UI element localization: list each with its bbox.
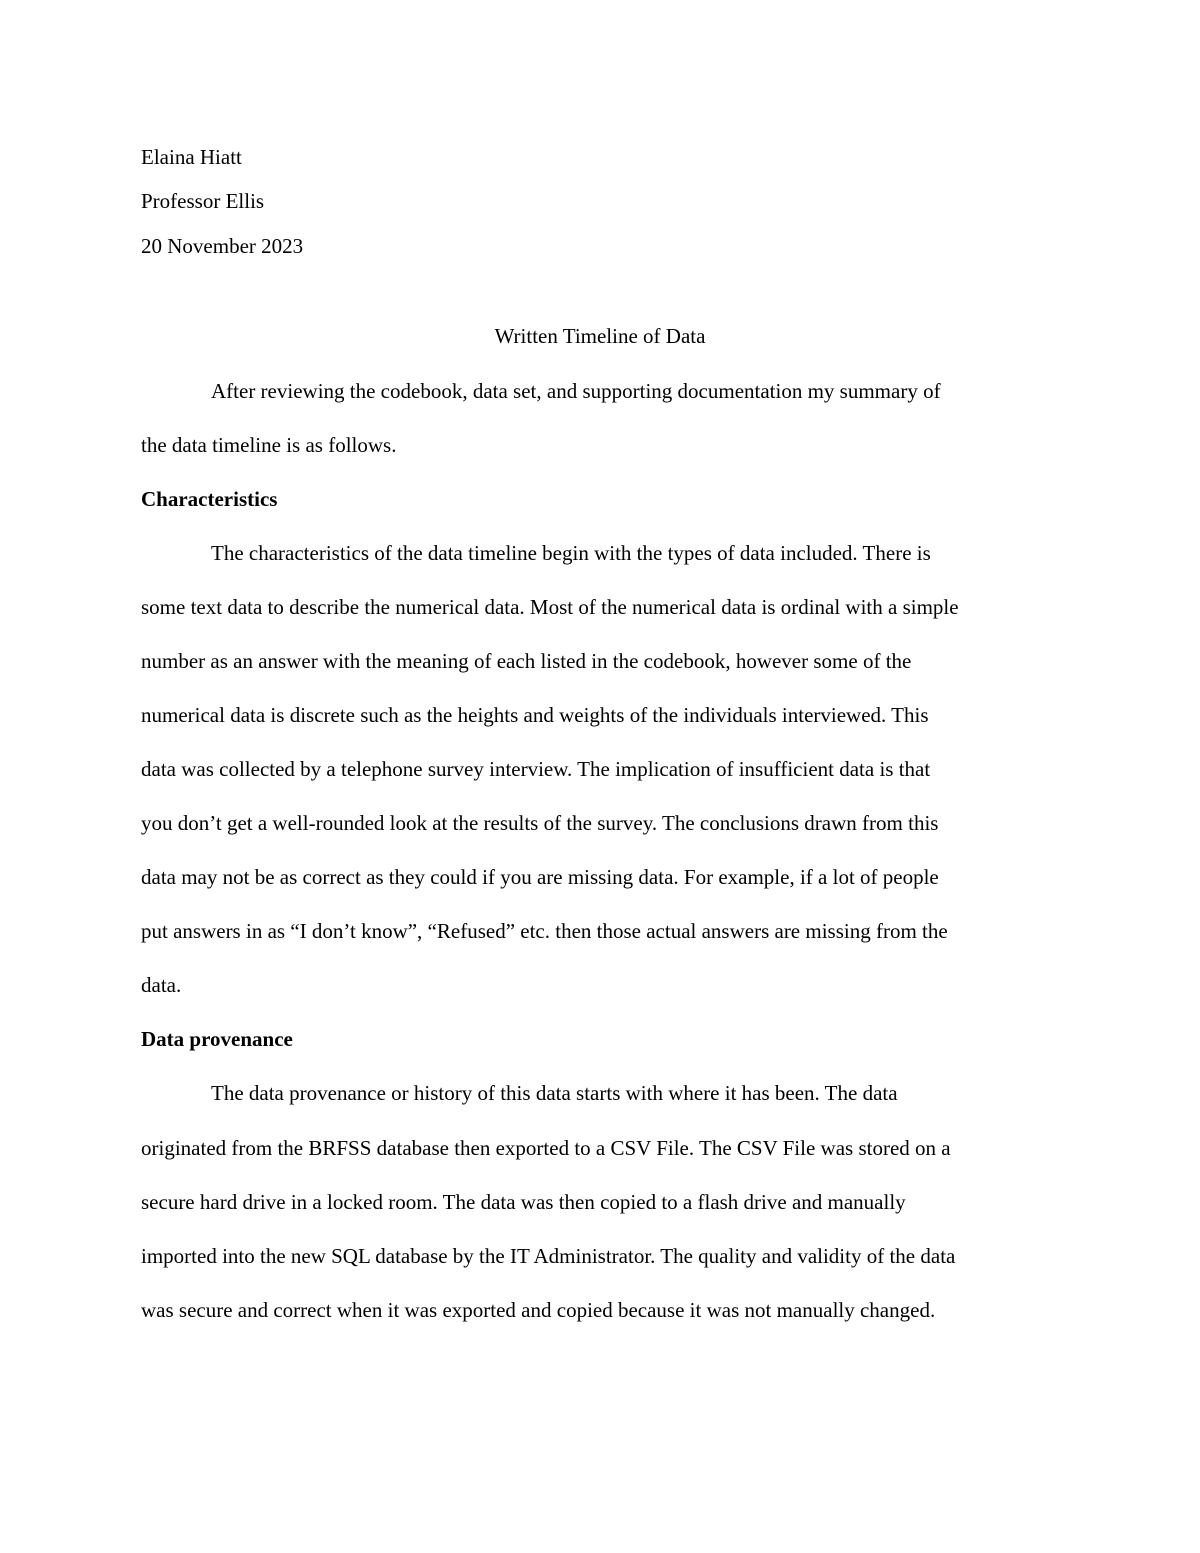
professor-name: Professor Ellis — [141, 189, 265, 213]
document-date: 20 November 2023 — [141, 234, 304, 258]
author-name: Elaina Hiatt — [141, 145, 242, 169]
paragraph-line: data. — [141, 973, 182, 997]
paragraph-line: you don’t get a well-rounded look at the results of the survey. The conclusions drawn from this — [141, 811, 939, 835]
section-heading-data-provenance: Data provenance — [141, 1027, 293, 1051]
paragraph-line: originated from the BRFSS database then exported to a CSV File. The CSV File was stored on a — [141, 1136, 951, 1160]
document-title: Written Timeline of Data — [494, 324, 706, 348]
paragraph-line: numerical data is discrete such as the heights and weights of the individuals interviewed. This — [141, 703, 929, 727]
paragraph-line: put answers in as “I don’t know”, “Refused” etc. then those actual answers are missing from the — [141, 919, 948, 943]
paragraph-line: The data provenance or history of this data starts with where it has been. The data — [211, 1081, 898, 1105]
paragraph-line: number as an answer with the meaning of each listed in the codebook, however some of the — [141, 649, 912, 673]
intro-line: the data timeline is as follows. — [141, 433, 397, 457]
paragraph-line: was secure and correct when it was exported and copied because it was not manually changed. — [141, 1298, 936, 1322]
paragraph-line: secure hard drive in a locked room. The data was then copied to a flash drive and manually — [141, 1190, 906, 1214]
intro-line: After reviewing the codebook, data set, and supporting documentation my summary of — [211, 379, 941, 403]
paragraph-line: imported into the new SQL database by the IT Administrator. The quality and validity of the data — [141, 1244, 956, 1268]
section-heading-characteristics: Characteristics — [141, 487, 278, 511]
paragraph-line: some text data to describe the numerical data. Most of the numerical data is ordinal with a simple — [141, 595, 959, 619]
paragraph-line: The characteristics of the data timeline begin with the types of data included. There is — [211, 541, 931, 565]
paragraph-line: data was collected by a telephone survey interview. The implication of insufficient data is that — [141, 757, 931, 781]
paragraph-line: data may not be as correct as they could if you are missing data. For example, if a lot of people — [141, 865, 939, 889]
